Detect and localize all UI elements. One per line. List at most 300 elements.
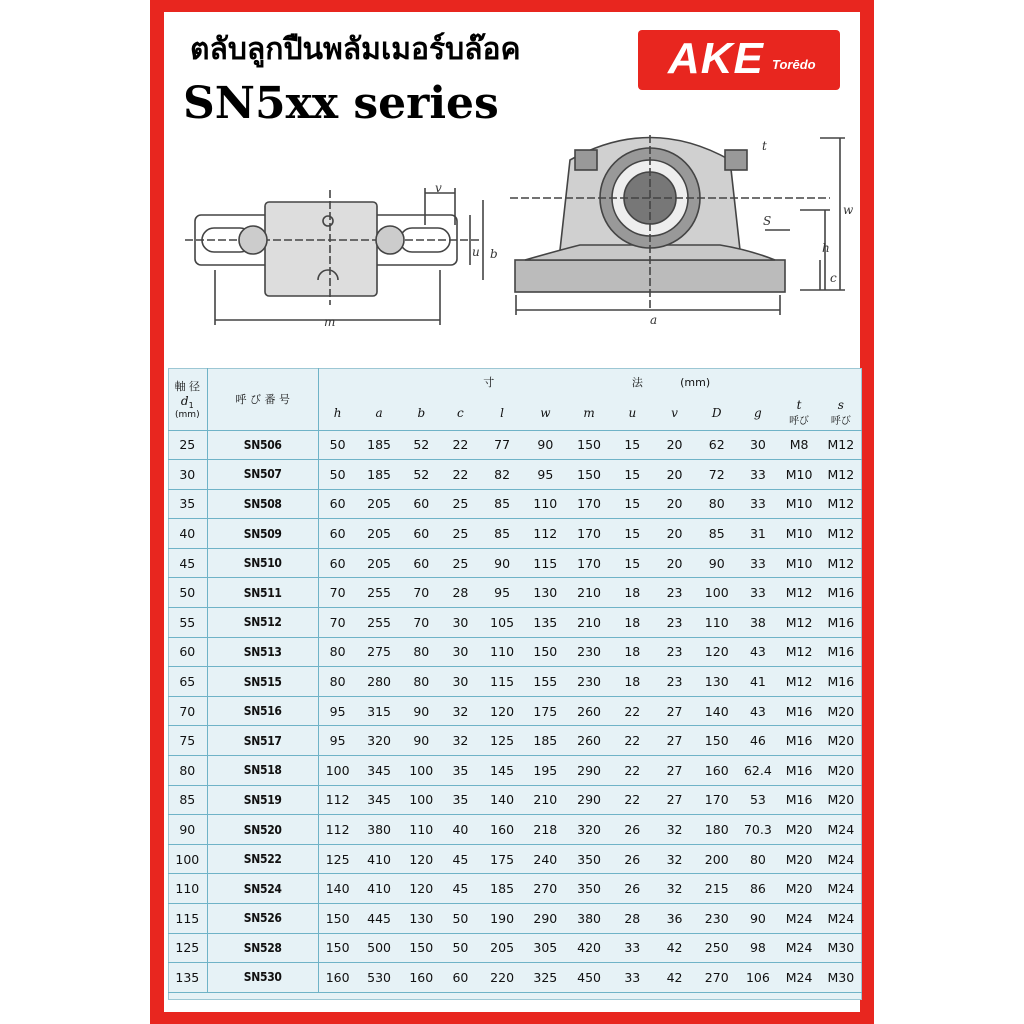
- cell-value: 26: [624, 822, 641, 838]
- cell-value: 60: [329, 526, 346, 542]
- cell-value: 175: [490, 851, 515, 867]
- cell-value: 112: [325, 822, 350, 838]
- cell-value: 70: [329, 585, 346, 601]
- cell-model-number: SN511: [207, 578, 318, 608]
- cell-value: 77: [494, 437, 511, 453]
- cell-shaft-diameter: 60: [168, 637, 207, 667]
- cell-value: 90: [413, 703, 430, 719]
- cell-value: 530: [367, 969, 391, 985]
- table-row: [168, 963, 862, 993]
- cell-value: 90: [537, 437, 554, 453]
- cell-value: 218: [533, 822, 558, 838]
- cell-model-number: SN509: [207, 519, 318, 549]
- cell-value: 26: [624, 851, 641, 867]
- cell-value: 70: [413, 614, 430, 630]
- cell-value: M20: [785, 822, 813, 838]
- cell-value: 255: [367, 614, 391, 630]
- cell-value: 27: [666, 792, 683, 808]
- cell-value: 450: [577, 969, 602, 985]
- cell-value: 20: [666, 437, 683, 453]
- cell-value: 80: [708, 496, 725, 512]
- cell-value: 220: [490, 969, 515, 985]
- cell-value: 20: [666, 526, 683, 542]
- cell-value: 50: [329, 466, 346, 482]
- cell-value: 350: [577, 881, 602, 897]
- table-row: [168, 430, 862, 460]
- cell-model-number: SN507: [207, 460, 318, 490]
- cell-value: 23: [666, 674, 683, 690]
- cell-value: 22: [624, 703, 641, 719]
- cell-value: M16: [785, 762, 813, 778]
- cell-value: 320: [577, 822, 602, 838]
- cell-value: 150: [533, 644, 558, 660]
- cell-value: 150: [577, 437, 602, 453]
- cell-value: 170: [577, 496, 602, 512]
- cell-value: 18: [624, 585, 641, 601]
- cell-value: 80: [329, 644, 346, 660]
- table-row: [168, 637, 862, 667]
- cell-value: 50: [452, 940, 469, 956]
- front-view-base: [515, 260, 785, 292]
- cell-value: 260: [577, 703, 602, 719]
- cell-value: 120: [409, 881, 434, 897]
- cell-shaft-diameter: 45: [168, 548, 207, 578]
- cell-value: 150: [325, 940, 350, 956]
- cell-value: M24: [827, 822, 855, 838]
- cell-model-number: SN513: [207, 637, 318, 667]
- thai-title: ตลับลูกปืนพลัมเมอร์บล๊อค: [190, 32, 521, 67]
- cell-value: M10: [785, 526, 813, 542]
- cell-shaft-diameter: 85: [168, 785, 207, 815]
- cell-value: 200: [704, 851, 729, 867]
- cell-value: 115: [533, 555, 558, 571]
- cell-value: 41: [749, 674, 766, 690]
- logo-sub-text: Torēdo: [772, 57, 816, 72]
- cell-value: 23: [666, 614, 683, 630]
- cell-value: 345: [367, 762, 391, 778]
- cell-value: 150: [577, 466, 602, 482]
- table-row: [168, 548, 862, 578]
- shaft-header-sub: 1: [188, 400, 194, 410]
- cell-value: 150: [704, 733, 729, 749]
- cell-value: M12: [827, 555, 855, 571]
- cell-value: 53: [749, 792, 766, 808]
- cell-value: 62: [708, 437, 725, 453]
- cell-value: 315: [367, 703, 391, 719]
- cell-value: M24: [785, 969, 813, 985]
- cell-value: 130: [533, 585, 558, 601]
- cell-value: M24: [827, 851, 855, 867]
- cell-value: 150: [409, 940, 434, 956]
- cell-model-number: SN510: [207, 548, 318, 578]
- cell-value: 45: [452, 851, 469, 867]
- shaft-header-sym: d: [180, 393, 189, 408]
- cell-shaft-diameter: 40: [168, 519, 207, 549]
- cell-value: 130: [704, 674, 729, 690]
- cell-value: 185: [367, 437, 391, 453]
- cell-value: 135: [533, 614, 558, 630]
- cell-value: 290: [577, 792, 602, 808]
- table-row: [168, 904, 862, 934]
- cell-value: 90: [749, 910, 766, 926]
- cell-value: 145: [490, 762, 515, 778]
- cell-value: 42: [666, 969, 683, 985]
- cell-shaft-diameter: 100: [168, 844, 207, 874]
- cell-value: M12: [785, 674, 813, 690]
- cell-value: 60: [413, 496, 430, 512]
- shaft-header: [168, 368, 207, 430]
- cell-value: 140: [704, 703, 729, 719]
- cell-value: 70: [413, 585, 430, 601]
- cell-value: 30: [452, 644, 469, 660]
- cell-model-number: SN516: [207, 696, 318, 726]
- pillow-block-drawing: [180, 130, 860, 330]
- cell-value: 80: [413, 674, 430, 690]
- cell-value: 195: [533, 762, 558, 778]
- cell-model-number: SN526: [207, 904, 318, 934]
- cell-value: 85: [494, 496, 511, 512]
- cell-value: M24: [785, 910, 813, 926]
- cell-shaft-diameter: 50: [168, 578, 207, 608]
- cell-value: M16: [827, 585, 855, 601]
- cell-value: 32: [666, 822, 683, 838]
- cell-value: 43: [749, 644, 766, 660]
- cell-value: 28: [452, 585, 469, 601]
- cell-model-number: SN515: [207, 667, 318, 697]
- cell-value: 380: [577, 910, 602, 926]
- col-header-v: v: [671, 405, 678, 420]
- cell-value: 26: [624, 881, 641, 897]
- table-row: [168, 756, 862, 786]
- cell-value: M16: [785, 792, 813, 808]
- cell-value: 120: [409, 851, 434, 867]
- cell-value: 100: [325, 762, 350, 778]
- cell-value: M12: [785, 644, 813, 660]
- cell-value: 80: [329, 674, 346, 690]
- cell-model-number: SN518: [207, 756, 318, 786]
- model-header: 呼 び 番 号: [207, 368, 318, 430]
- cell-value: 112: [533, 526, 558, 542]
- cell-value: 260: [577, 733, 602, 749]
- cell-value: 125: [325, 851, 350, 867]
- cell-model-number: SN519: [207, 785, 318, 815]
- cell-value: 18: [624, 644, 641, 660]
- table-row: [168, 519, 862, 549]
- cell-value: 90: [708, 555, 725, 571]
- cell-value: 445: [367, 910, 391, 926]
- cell-value: 32: [666, 881, 683, 897]
- shaft-header-unit: (mm): [175, 409, 200, 420]
- cell-value: 95: [537, 466, 554, 482]
- col-header-D: D: [711, 405, 722, 420]
- cell-value: 190: [490, 910, 515, 926]
- cell-value: 23: [666, 585, 683, 601]
- cell-value: 36: [666, 910, 683, 926]
- cell-value: 30: [749, 437, 766, 453]
- cell-value: 210: [577, 585, 602, 601]
- cell-value: 185: [533, 733, 558, 749]
- cell-value: 180: [704, 822, 729, 838]
- cell-value: 100: [704, 585, 729, 601]
- cell-value: M20: [827, 733, 855, 749]
- cell-value: 185: [490, 881, 515, 897]
- cell-value: 112: [325, 792, 350, 808]
- cell-value: 20: [666, 466, 683, 482]
- cell-value: 230: [577, 674, 602, 690]
- cell-value: 80: [413, 644, 430, 660]
- cell-shaft-diameter: 75: [168, 726, 207, 756]
- cell-value: 215: [704, 881, 729, 897]
- cell-value: M20: [785, 851, 813, 867]
- cell-value: 33: [749, 496, 766, 512]
- cell-value: 22: [452, 437, 469, 453]
- cell-model-number: SN520: [207, 815, 318, 845]
- cell-shaft-diameter: 30: [168, 460, 207, 490]
- table-row: [168, 933, 862, 963]
- cell-value: 175: [533, 703, 558, 719]
- cell-model-number: SN528: [207, 933, 318, 963]
- cell-model-number: SN508: [207, 489, 318, 519]
- cell-value: 350: [577, 851, 602, 867]
- cell-value: M16: [827, 644, 855, 660]
- cell-value: 15: [624, 496, 641, 512]
- cell-value: 160: [409, 969, 434, 985]
- cell-shaft-diameter: 25: [168, 430, 207, 460]
- cell-value: M10: [785, 496, 813, 512]
- cell-value: M20: [827, 792, 855, 808]
- cell-shaft-diameter: 35: [168, 489, 207, 519]
- col-header-s: [820, 396, 862, 430]
- cell-model-number: SN524: [207, 874, 318, 904]
- cell-value: M24: [785, 940, 813, 956]
- cell-value: 45: [452, 881, 469, 897]
- cell-value: 60: [413, 526, 430, 542]
- col-header-w: w: [540, 405, 551, 420]
- cell-value: 60: [329, 555, 346, 571]
- col-header-m: m: [583, 405, 595, 420]
- cell-value: 28: [624, 910, 641, 926]
- cell-shaft-diameter: 135: [168, 963, 207, 993]
- cell-value: 205: [367, 555, 391, 571]
- cell-value: 46: [749, 733, 766, 749]
- cell-value: 20: [666, 496, 683, 512]
- cell-value: 210: [533, 792, 558, 808]
- cell-value: 60: [329, 496, 346, 512]
- col-header-l: l: [500, 405, 505, 420]
- cell-shaft-diameter: 115: [168, 904, 207, 934]
- table-row: [168, 667, 862, 697]
- cell-value: 110: [533, 496, 558, 512]
- table-row: [168, 815, 862, 845]
- label-c: c: [830, 271, 837, 285]
- col-header-c: c: [457, 405, 464, 420]
- cell-value: M12: [827, 437, 855, 453]
- cell-value: 35: [452, 762, 469, 778]
- cell-value: 185: [367, 466, 391, 482]
- cell-value: 250: [704, 940, 729, 956]
- cell-value: M24: [827, 881, 855, 897]
- cell-value: 160: [325, 969, 350, 985]
- cell-value: 170: [577, 555, 602, 571]
- col-header-a: a: [375, 405, 383, 420]
- cell-value: M16: [785, 703, 813, 719]
- cell-value: 110: [409, 822, 434, 838]
- cell-value: 33: [624, 969, 641, 985]
- label-m: m: [324, 315, 336, 329]
- cell-value: 210: [577, 614, 602, 630]
- cell-shaft-diameter: 80: [168, 756, 207, 786]
- cell-value: 50: [329, 437, 346, 453]
- cell-value: 86: [749, 881, 766, 897]
- cell-value: 30: [452, 674, 469, 690]
- shaft-header-label: 軸 径: [174, 379, 201, 393]
- cell-value: 15: [624, 466, 641, 482]
- cell-value: 305: [533, 940, 558, 956]
- cell-value: 205: [367, 496, 391, 512]
- cell-value: 30: [452, 614, 469, 630]
- cell-value: 32: [452, 703, 469, 719]
- cell-value: 15: [624, 437, 641, 453]
- cell-value: 62.4: [743, 762, 772, 778]
- cell-value: 40: [452, 822, 469, 838]
- cell-value: 27: [666, 703, 683, 719]
- cell-value: 18: [624, 614, 641, 630]
- cell-value: 100: [409, 762, 434, 778]
- table-row: [168, 696, 862, 726]
- cell-value: 35: [452, 792, 469, 808]
- cell-value: 106: [745, 969, 770, 985]
- cell-value: 275: [367, 644, 391, 660]
- cell-value: 120: [490, 703, 515, 719]
- cell-value: 160: [490, 822, 515, 838]
- table-row: [168, 874, 862, 904]
- cell-value: 52: [413, 466, 430, 482]
- cell-value: 380: [367, 822, 391, 838]
- cell-shaft-diameter: 65: [168, 667, 207, 697]
- cell-value: 18: [624, 674, 641, 690]
- cell-shaft-diameter: 125: [168, 933, 207, 963]
- cell-value: 38: [749, 614, 766, 630]
- cell-value: M12: [827, 466, 855, 482]
- table-row: [168, 578, 862, 608]
- cell-value: M20: [827, 703, 855, 719]
- cell-value: 25: [452, 496, 469, 512]
- cell-value: 33: [749, 466, 766, 482]
- cell-value: M12: [827, 526, 855, 542]
- cell-value: M16: [827, 614, 855, 630]
- cell-value: 31: [749, 526, 766, 542]
- cell-value: 100: [409, 792, 434, 808]
- cell-value: 42: [666, 940, 683, 956]
- cell-value: 500: [367, 940, 391, 956]
- col-header-t-sym: t: [796, 398, 802, 413]
- cell-value: 110: [490, 644, 515, 660]
- col-header-s-sym: s: [837, 398, 844, 413]
- cell-model-number: SN522: [207, 844, 318, 874]
- table-row: [168, 608, 862, 638]
- cell-value: 33: [749, 555, 766, 571]
- cell-value: 420: [577, 940, 602, 956]
- cell-value: M8: [789, 437, 809, 453]
- cell-shaft-diameter: 70: [168, 696, 207, 726]
- col-header-h: h: [333, 405, 342, 420]
- cell-model-number: SN506: [207, 430, 318, 460]
- dim-header-right: 法: [631, 376, 643, 389]
- cell-value: 290: [533, 910, 558, 926]
- cell-value: M20: [827, 762, 855, 778]
- cell-value: 95: [494, 585, 511, 601]
- top-view-body: [265, 202, 377, 296]
- cell-value: 27: [666, 733, 683, 749]
- label-u: u: [472, 245, 480, 259]
- dim-header-unit: (mm): [680, 375, 711, 389]
- series-title: SN5xx series: [183, 78, 499, 129]
- cell-shaft-diameter: 55: [168, 608, 207, 638]
- cell-value: 20: [666, 555, 683, 571]
- cell-value: 325: [533, 969, 558, 985]
- cell-value: 22: [624, 762, 641, 778]
- label-s: S: [763, 214, 772, 228]
- cell-value: 52: [413, 437, 430, 453]
- cell-value: 140: [325, 881, 350, 897]
- col-header-t-sub: 呼び: [789, 416, 810, 428]
- cell-value: 320: [367, 733, 391, 749]
- cell-value: 230: [704, 910, 729, 926]
- logo-main-text: AKE: [668, 34, 764, 83]
- cell-value: 98: [749, 940, 766, 956]
- cell-value: 280: [367, 674, 391, 690]
- cell-value: 85: [494, 526, 511, 542]
- cell-value: 205: [367, 526, 391, 542]
- cell-value: M30: [827, 969, 855, 985]
- cell-value: 160: [704, 762, 729, 778]
- cell-value: 25: [452, 555, 469, 571]
- cell-model-number: SN517: [207, 726, 318, 756]
- cell-value: 80: [749, 851, 766, 867]
- cell-value: M20: [785, 881, 813, 897]
- cell-value: 22: [624, 733, 641, 749]
- col-header-g: g: [754, 405, 762, 420]
- label-v: v: [435, 181, 442, 195]
- cell-value: 95: [329, 703, 346, 719]
- cell-value: M12: [827, 496, 855, 512]
- cell-value: 410: [367, 881, 391, 897]
- label-w: w: [843, 203, 854, 217]
- cell-value: 240: [533, 851, 558, 867]
- cell-value: 120: [704, 644, 729, 660]
- cell-value: M10: [785, 555, 813, 571]
- cell-value: 110: [704, 614, 729, 630]
- cell-value: 43: [749, 703, 766, 719]
- cell-value: M12: [785, 614, 813, 630]
- cell-value: 27: [666, 762, 683, 778]
- label-a: a: [650, 313, 658, 327]
- cell-value: 170: [704, 792, 729, 808]
- cell-value: 32: [666, 851, 683, 867]
- label-b: b: [490, 247, 498, 261]
- cell-value: 33: [749, 585, 766, 601]
- cell-model-number: SN512: [207, 608, 318, 638]
- table-row: [168, 785, 862, 815]
- cell-value: M24: [827, 910, 855, 926]
- cell-value: 95: [329, 733, 346, 749]
- cell-shaft-diameter: 110: [168, 874, 207, 904]
- table-row: [168, 726, 862, 756]
- cell-value: 345: [367, 792, 391, 808]
- cell-value: M16: [785, 733, 813, 749]
- cell-value: 85: [708, 526, 725, 542]
- cell-value: 23: [666, 644, 683, 660]
